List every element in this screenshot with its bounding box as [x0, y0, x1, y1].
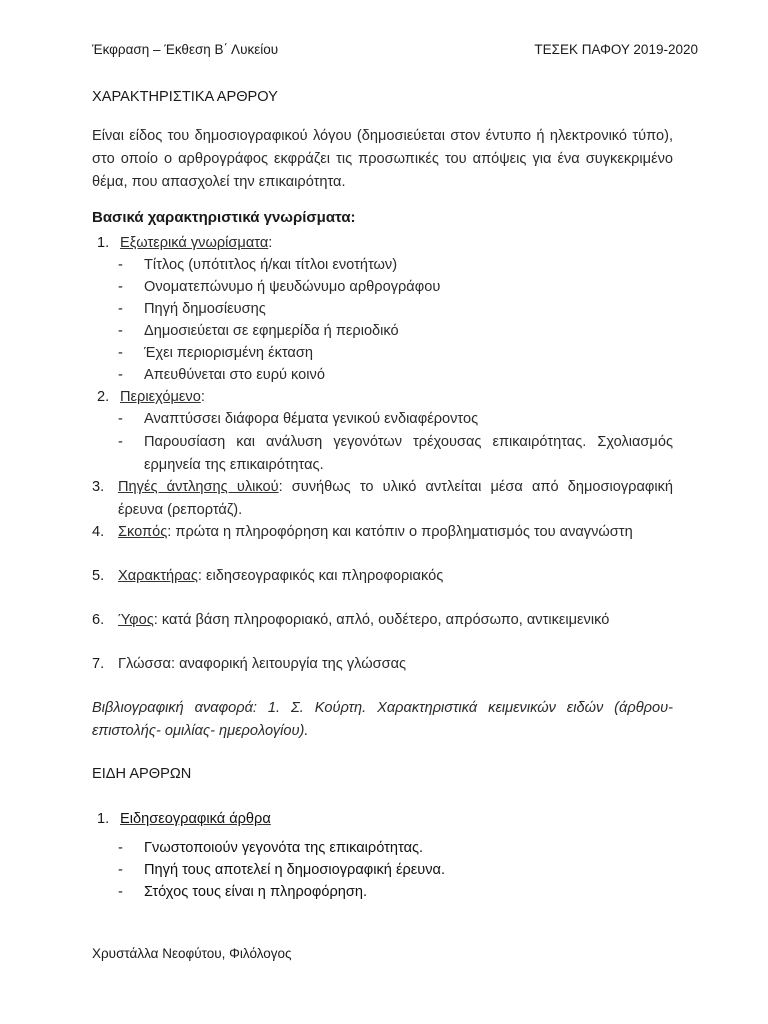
- list-item: Στόχος τους είναι η πληροφόρηση.: [144, 884, 368, 900]
- list-item: Πηγή δημοσίευσης: [144, 301, 266, 317]
- feature-label: Εξωτερικά γνωρίσματα: [120, 235, 269, 251]
- list-number: 6.: [92, 612, 105, 628]
- page-title: ΧΑΡΑΚΤΗΡΙΣΤΙΚΑ ΑΡΘΡΟΥ: [92, 89, 278, 105]
- list-item: Απευθύνεται στο ευρύ κοινό: [144, 367, 325, 383]
- list-item: Έχει περιορισμένη έκταση: [144, 345, 313, 361]
- dash-bullet: -: [118, 279, 123, 295]
- feature-item-6: [118, 609, 609, 631]
- feature-label: Πηγές άντλησης υλικού: [118, 479, 279, 495]
- feature-text: :: [200, 389, 205, 405]
- list-item: Ονοματεπώνυμο ή ψευδώνυμο αρθρογράφου: [144, 279, 441, 295]
- feature-label: Γλώσσα: αναφορική λειτουργία της γλώσσας: [118, 656, 407, 672]
- feature-item-4: [118, 521, 633, 543]
- dash-bullet: -: [118, 301, 123, 317]
- features-subheading: Βασικά χαρακτηριστικά γνωρίσματα:: [92, 209, 356, 226]
- feature-text: :: [268, 235, 273, 251]
- dash-bullet: -: [118, 345, 123, 361]
- list-number: 7.: [92, 656, 105, 672]
- feature-text: : ειδησεογραφικός και πληροφοριακός: [197, 568, 444, 584]
- feature-item-5: [118, 565, 443, 587]
- list-item: Παρουσίαση και ανάλυση γεγονότων τρέχουσας επικαιρότητας. Σχολιασμός ερμηνεία της επικαιρότητας.: [144, 434, 673, 473]
- header-course: Έκφραση – Έκθεση Β΄ Λυκείου: [92, 42, 279, 57]
- list-item: Τίτλος (υπότιτλος ή/και τίτλοι ενοτήτων): [144, 257, 398, 273]
- feature-item-3: [118, 476, 673, 522]
- article-type-item-1: [120, 808, 271, 830]
- list-number: 4.: [92, 524, 105, 540]
- feature-label: Ύφος: [118, 612, 154, 628]
- feature-label: Σκοπός: [118, 524, 168, 540]
- dash-bullet: -: [118, 884, 123, 900]
- page-header: [92, 42, 698, 62]
- dash-bullet: -: [118, 367, 123, 383]
- intro-paragraph: Είναι είδος του δημοσιογραφικού λόγου (δημοσιεύεται στον έντυπο ή ηλεκτρονικό τύπο), στο οποίο ο αρθρογράφος εκφράζει τις προσωπικές του απόψεις για ένα συγκεκριμένο θέμα, που απασχολεί την επικαιρότητα.: [92, 128, 673, 190]
- dash-bullet: -: [118, 434, 123, 450]
- feature-item-1: [120, 232, 272, 254]
- list-number: 1.: [97, 811, 110, 827]
- feature-label: Περιεχόμενο: [120, 389, 201, 405]
- list-item: Γνωστοποιούν γεγονότα της επικαιρότητας.: [144, 840, 424, 856]
- header-school: ΤΕΣΕΚ ΠΑΦΟΥ 2019-2020: [534, 42, 698, 57]
- feature-item-2: [120, 386, 205, 408]
- list-item: Δημοσιεύεται σε εφημερίδα ή περιοδικό: [144, 323, 399, 339]
- feature-text: : κατά βάση πληροφοριακό, απλό, ουδέτερο, απρόσωπο, αντικειμενικό: [153, 612, 610, 628]
- dash-bullet: -: [118, 257, 123, 273]
- dash-bullet: -: [118, 411, 123, 427]
- feature-label: Χαρακτήρας: [118, 568, 198, 584]
- list-number: 3.: [92, 479, 105, 495]
- list-number: 1.: [97, 235, 110, 251]
- dash-bullet: -: [118, 323, 123, 339]
- article-type-label: Ειδησεογραφικά άρθρα: [120, 811, 271, 827]
- page-footer: Χρυστάλλα Νεοφύτου, Φιλόλογος: [92, 946, 292, 961]
- feature-text: : πρώτα η πληροφόρηση και κατόπιν ο προβληματισμός του αναγνώστη: [167, 524, 633, 540]
- dash-bullet: -: [118, 840, 123, 856]
- list-number: 5.: [92, 568, 105, 584]
- section-title: ΕΙΔΗ ΑΡΘΡΩΝ: [92, 766, 192, 782]
- bibliography-note: Βιβλιογραφική αναφορά: 1. Σ. Κούρτη. Χαρακτηριστικά κειμενικών ειδών (άρθρου-επιστολής- ομιλίας- ημερολογίου).: [92, 700, 673, 739]
- dash-bullet: -: [118, 862, 123, 878]
- feature-item-7: [118, 653, 406, 675]
- list-item: Πηγή τους αποτελεί η δημοσιογραφική έρευνα.: [144, 862, 446, 878]
- list-number: 2.: [97, 389, 110, 405]
- feature-text: : συνήθως το υλικό αντλείται μέσα από δημοσιογραφική έρευνα (ρεπορτάζ).: [118, 479, 674, 518]
- list-item: Αναπτύσσει διάφορα θέματα γενικού ενδιαφέροντος: [144, 411, 479, 427]
